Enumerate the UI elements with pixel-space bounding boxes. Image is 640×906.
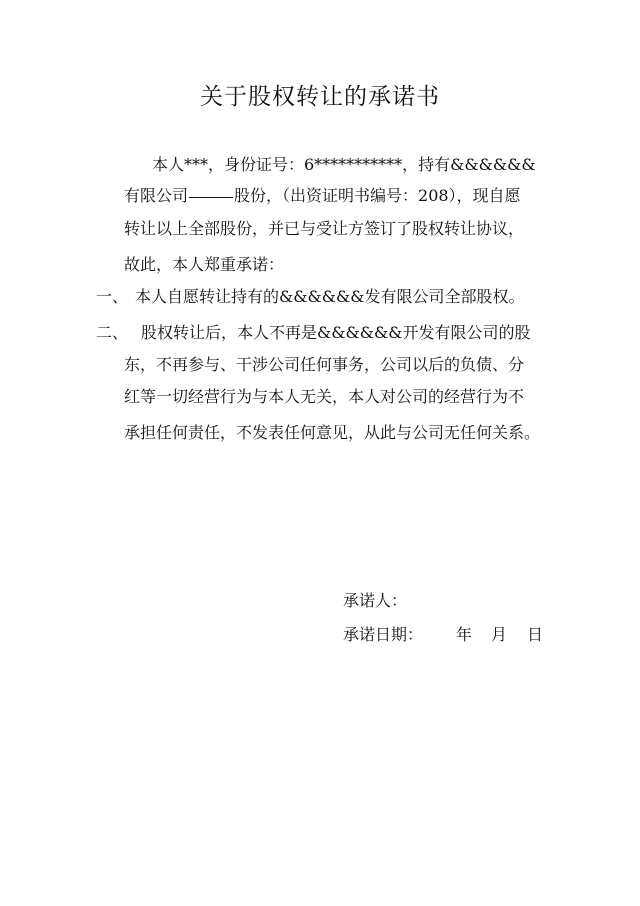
intro-line-1: 本人***，身份证号：6***********，持有&&&&&&: [152, 155, 536, 174]
document-title: 关于股权转让的承诺书: [200, 84, 440, 110]
clause-2-text-line-2: 东，不再参与、干涉公司任何事务，公司以后的负债、分: [124, 355, 525, 374]
intro-line-4: 故此，本人郑重承诺：: [124, 255, 285, 274]
clause-2-text-line-4: 承担任何责任，不发表任何意见，从此与公司无任何关系。: [124, 423, 541, 442]
clause-1: [96, 284, 524, 307]
clause-2-text-line-1: 股权转让后，本人不再是&&&&&&开发有限公司的股: [141, 323, 531, 342]
date-month: 月: [491, 625, 508, 644]
share-blank-underline: [189, 197, 233, 198]
promisor-label: 承诺人：: [343, 591, 408, 610]
intro-line-2: [124, 183, 521, 206]
intro-line-2-end: 股份，（出资证明书编号：208），现自愿: [234, 186, 521, 205]
clause-1-text: 本人自愿转让持有的&&&&&&发有限公司全部股权。: [135, 287, 525, 306]
clause-2-number: 二、: [96, 323, 129, 342]
clause-2-text-line-3: 红等一切经营行为与本人无关，本人对公司的经营行为不: [124, 387, 525, 406]
intro-line-3: 转让以上全部股份，并已与受让方签订了股权转让协议，: [124, 219, 525, 238]
intro-line-2-start: 有限公司: [124, 186, 189, 205]
promise-date-label: 承诺日期：: [343, 625, 424, 644]
clause-1-number: 一、: [96, 287, 129, 306]
date-day: 日: [527, 625, 544, 644]
clause-2: [96, 320, 530, 343]
date-year: 年: [456, 625, 473, 644]
